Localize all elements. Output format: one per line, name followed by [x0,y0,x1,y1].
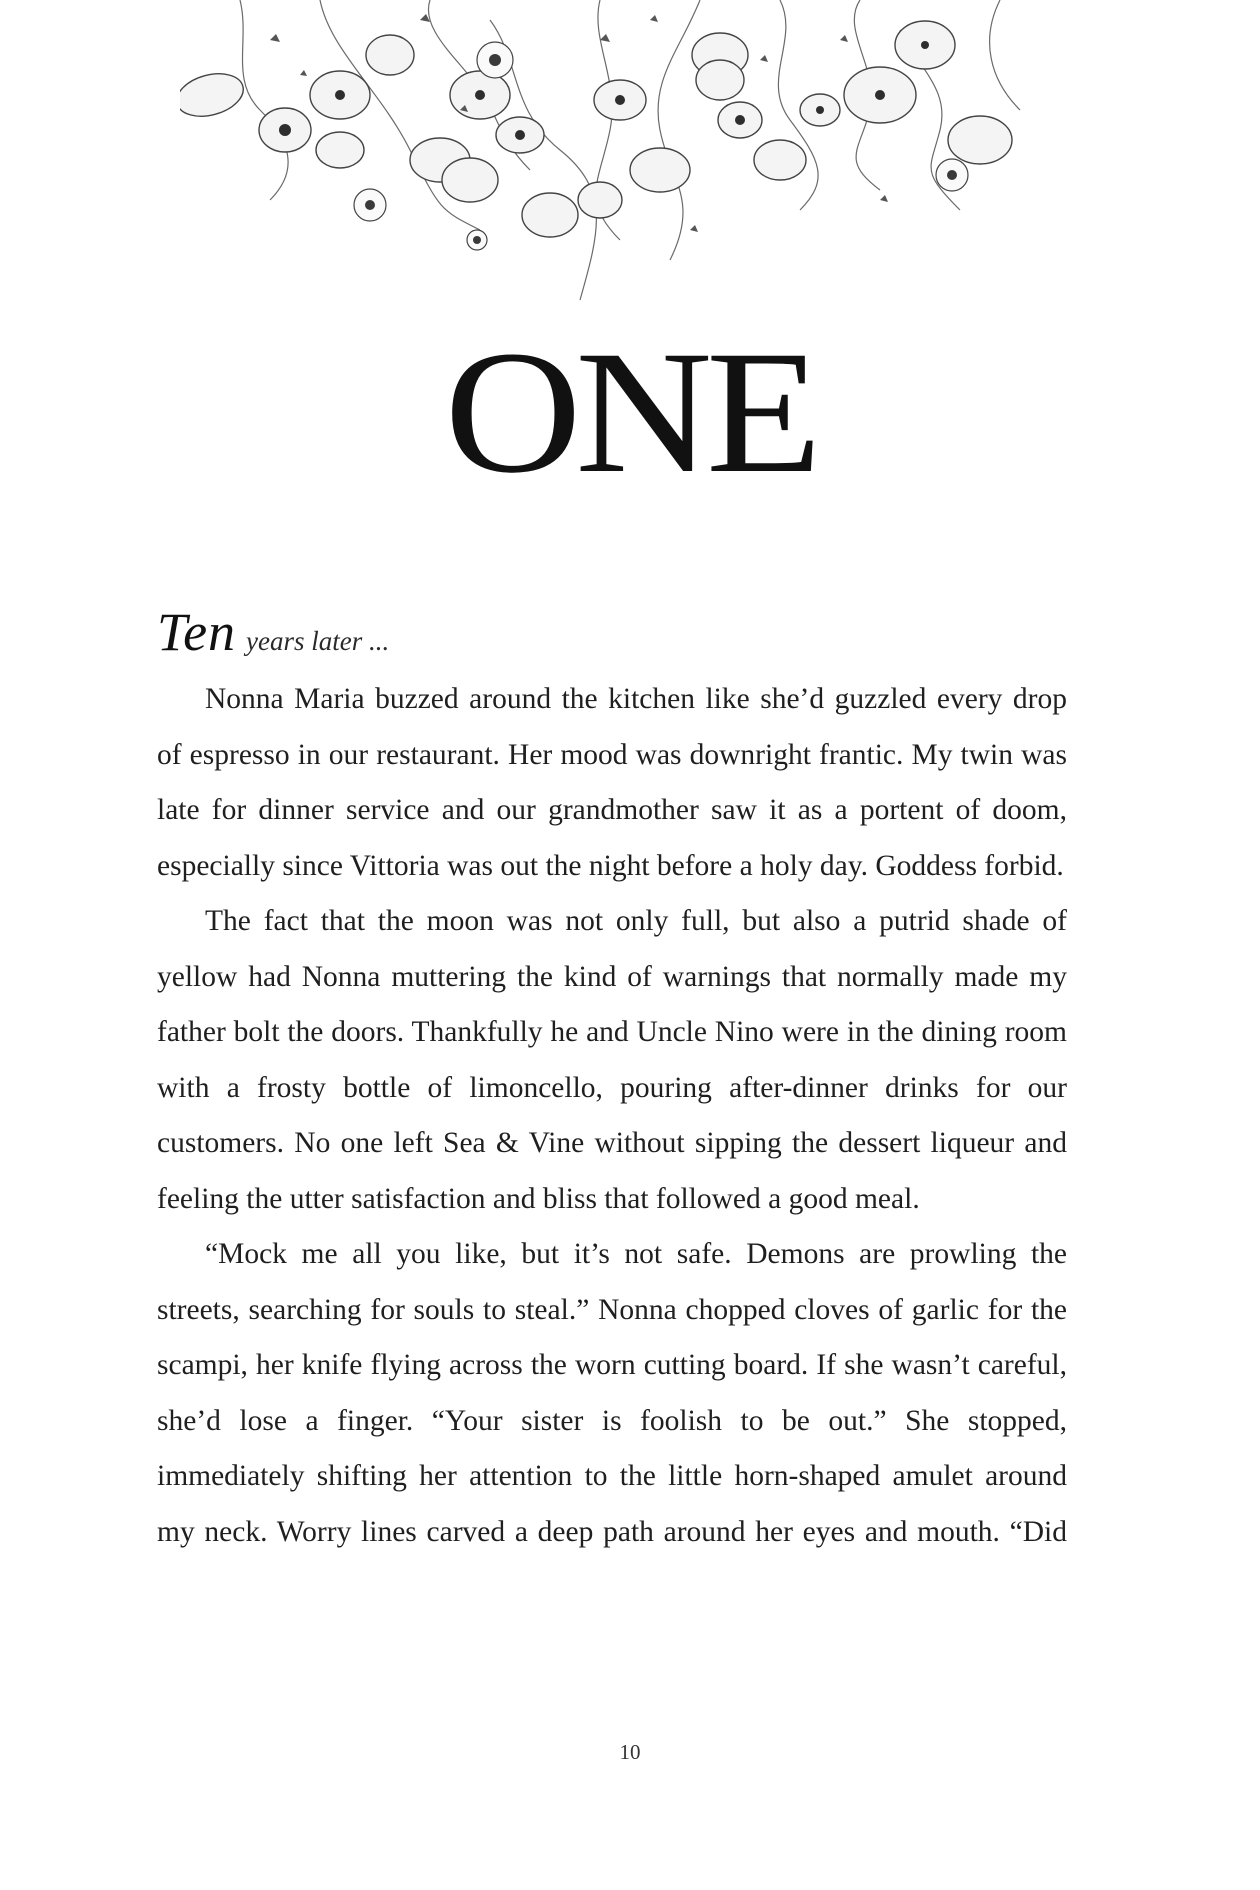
opening-lead-word: Ten [157,602,237,662]
page-number: 10 [619,1740,641,1764]
paragraph: “Mock me all you like, but it’s not safe. Demons are prowling the streets, searching for souls to steal.” Nonna chopped cloves of garlic for the scampi, her knife flying across the worn cutting board. If she wasn’t careful, she’d lose a finger. “Your sister is foolish to be out.” She stopped, immediately shifting her attention to the little horn-shaped amulet around my neck. Worry lines carved a deep path around her eyes and mouth. “Did [157,1238,1067,1548]
opening-lead-rest: years later ... [246,626,390,656]
chapter-title: ONE [444,315,816,510]
paragraph: Nonna Maria buzzed around the kitchen like she’d guzzled every drop of espresso in our restaurant. Her mood was downright frantic. My twin was late for dinner service and our grandmother saw it as a portent of doom, especially since Vittoria was out the night before a holy day. Goddess forbid. [157,683,1067,882]
body-text [157,672,1067,1560]
chapter-opening [157,602,1067,662]
floral-ornament [180,0,1060,310]
paragraph: The fact that the moon was not only full, but also a putrid shade of yellow had Nonna muttering the kind of warnings that normally made my father bolt the doors. Thankfully he and Uncle Nino were in the dining room with a frosty bottle of limoncello, pouring after-dinner drinks for our customers. No one left Sea & Vine without sipping the dessert liqueur and feeling the utter satisfaction and bliss that followed a good meal. [157,905,1067,1215]
